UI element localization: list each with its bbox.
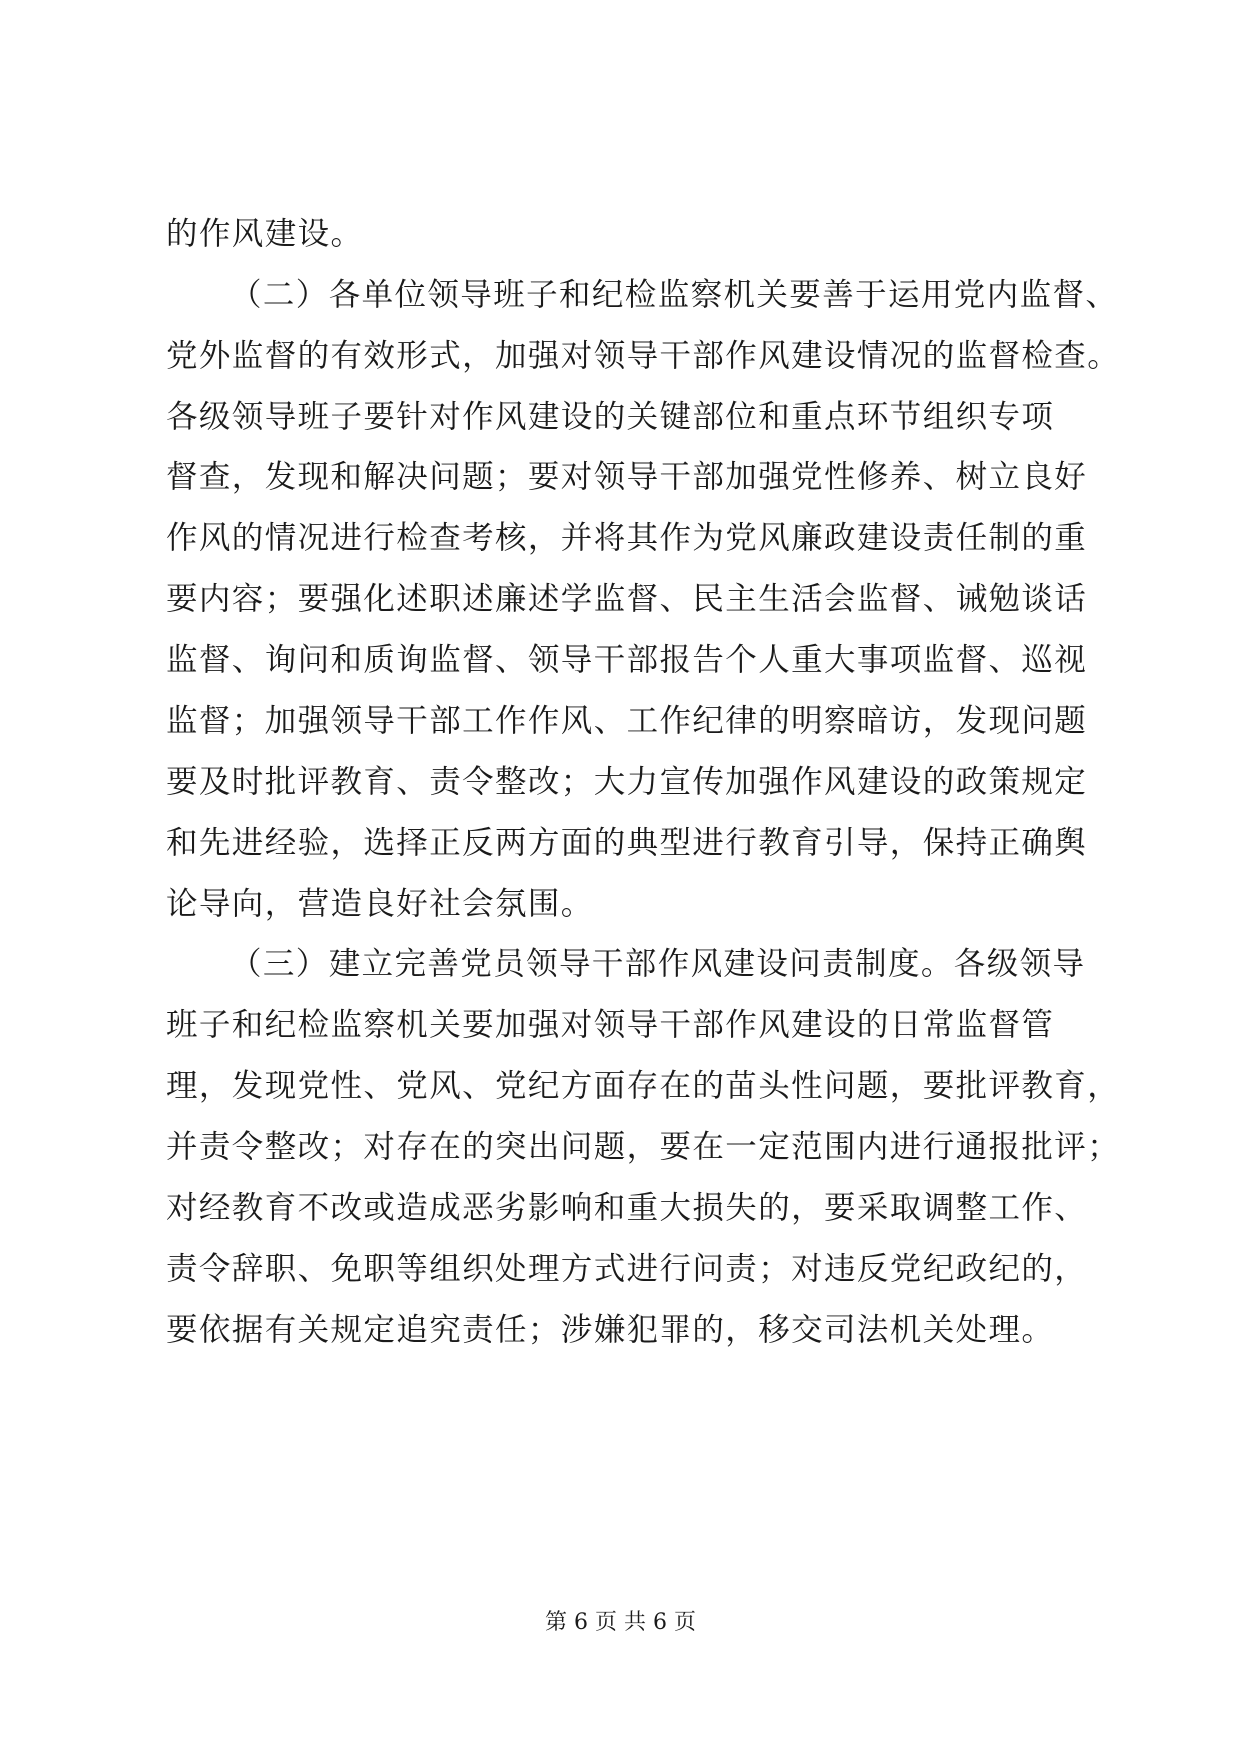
text-line: 论导向，营造良好社会氛围。 [166, 886, 594, 922]
text-line: 和先进经验，选择正反两方面的典型进行教育引导，保持正确舆 [166, 825, 1088, 861]
page-number-footer: 第 6 页 共 6 页 [545, 1610, 696, 1635]
text-line: 责令辞职、免职等组织处理方式进行问责；对违反党纪政纪的， [166, 1251, 1088, 1287]
text-line: 监督、询问和质询监督、领导干部报告个人重大事项监督、巡视 [166, 642, 1088, 678]
text-line: （三）建立完善党员领导干部作风建设问责制度。各级领导 [230, 946, 1086, 982]
text-line: 的作风建设。 [166, 216, 364, 252]
text-line: 督查，发现和解决问题；要对领导干部加强党性修养、树立良好 [166, 459, 1088, 495]
text-line: （二）各单位领导班子和纪检监察机关要善于运用党内监督、 [230, 277, 1119, 313]
text-line: 要依据有关规定追究责任；涉嫌犯罪的，移交司法机关处理。 [166, 1312, 1055, 1348]
text-line: 对经教育不改或造成恶劣影响和重大损失的，要采取调整工作、 [166, 1190, 1088, 1226]
text-line: 并责令整改；对存在的突出问题，要在一定范围内进行通报批评； [166, 1129, 1121, 1165]
text-line: 班子和纪检监察机关要加强对领导干部作风建设的日常监督管 [166, 1007, 1055, 1043]
text-line: 理，发现党性、党风、党纪方面存在的苗头性问题，要批评教育， [166, 1068, 1121, 1104]
text-line: 各级领导班子要针对作风建设的关键部位和重点环节组织专项 [166, 399, 1055, 435]
text-line: 要及时批评教育、责令整改；大力宣传加强作风建设的政策规定 [166, 764, 1088, 800]
text-line: 党外监督的有效形式，加强对领导干部作风建设情况的监督检查。 [166, 338, 1121, 374]
text-line: 要内容；要强化述职述廉述学监督、民主生活会监督、诫勉谈话 [166, 581, 1088, 617]
text-line: 作风的情况进行检查考核，并将其作为党风廉政建设责任制的重 [166, 520, 1088, 556]
text-line: 监督；加强领导干部工作作风、工作纪律的明察暗访，发现问题 [166, 703, 1088, 739]
